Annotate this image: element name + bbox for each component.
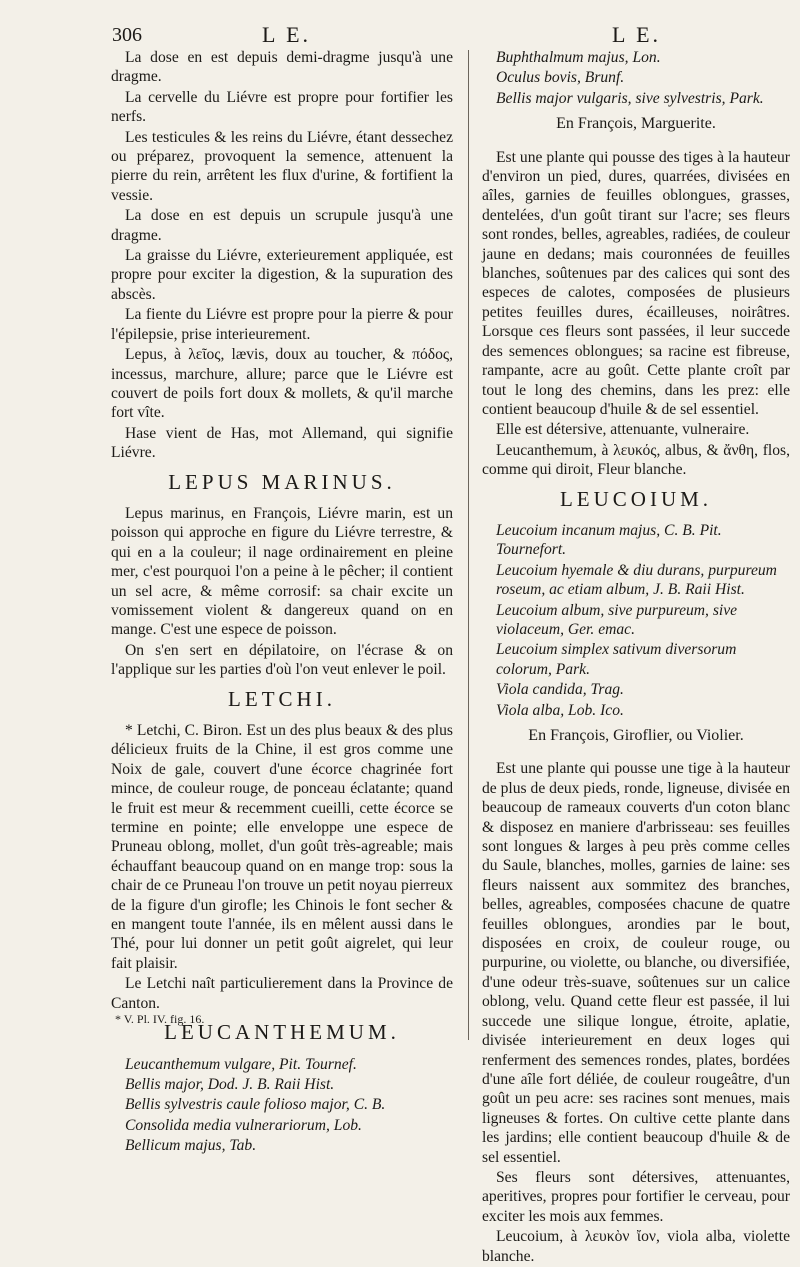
left-column bbox=[111, 48, 453, 1157]
paragraph: La graisse du Liévre, exterieurement appliquée, est propre pour exciter la digestion, & la supuration des abscès. bbox=[111, 247, 453, 303]
paragraph: Les testicules & les reins du Liévre, étant dessechez ou préparez, provoquent la semence, attenuent la pierre du rein, arrêtent les flux d'urine, & fortifient la vessie. bbox=[111, 128, 453, 204]
synonym-line: Consolida media vulnerariorum, Lob. bbox=[125, 1116, 362, 1134]
running-head-left: L E. bbox=[262, 22, 312, 47]
paragraph: Le Letchi naît particulierement dans la Province de Canton. bbox=[111, 975, 453, 1012]
synonym-line: Bellis sylvestris caule folioso major, C. B. bbox=[125, 1096, 386, 1114]
synonym-line: Leucoium simplex sativum diversorum colorum, Park. bbox=[496, 641, 737, 678]
synonym-line: Leucoium incanum majus, C. B. Pit. Tournefort. bbox=[496, 521, 722, 559]
right-column bbox=[482, 48, 790, 1267]
synonym-line: Buphthalmum majus, Lon. bbox=[496, 49, 661, 66]
french-name: En François, Marguerite. bbox=[556, 115, 716, 133]
synonym-line: Bellis major vulgaris, sive sylvestris, Park. bbox=[496, 89, 764, 107]
french-name: En François, Giroflier, ou Violier. bbox=[528, 727, 744, 744]
synonym-line: Leucoium hyemale & diu durans, purpureum roseum, ac etiam album, J. B. Raii Hist. bbox=[496, 561, 777, 599]
paragraph: On s'en sert en dépilatoire, on l'écrase & on l'applique sur les parties d'où l'on veut enlever le poil. bbox=[111, 641, 453, 679]
footnote: * V. Pl. IV. fig. 16. bbox=[115, 1012, 205, 1026]
synonym-line: Bellicum majus, Tab. bbox=[125, 1137, 257, 1155]
paragraph: La dose en est depuis un scrupule jusqu'à une dragme. bbox=[111, 207, 453, 244]
paragraph: Ses fleurs sont détersives, attenuantes, aperitives, propres pour fortifier le cerveau, pour exciter les mois aux femmes. bbox=[482, 1168, 790, 1225]
entry-heading: LETCHI. bbox=[228, 686, 336, 711]
synonym-line: Viola candida, Trag. bbox=[496, 681, 624, 699]
column-divider bbox=[468, 50, 469, 1040]
synonym-line: Leucanthemum vulgare, Pit. Tournef. bbox=[125, 1055, 357, 1073]
paragraph: * Letchi, C. Biron. Est un des plus beaux & des plus délicieux fruits de la Chine, il est gros comme une Noix de gale, couvert d'une écorce chagrinée fort mince, de couleur rouge, de ponceau éclatante; quand le fruit est meur & recemment cueilli, cette écorce se termine en pointe; elle enveloppe une espece de Pruneau oblong, mollet, d'un goût très-agreable; mais échauffant beaucoup quand on en mange trop: sous la chair de ce Pruneau l'on trouve un petit noyau pierreux de la figure d'un girofle; les Chinois le font secher & en mangent toute l'année, ils en mêlent aussi dans le Thé, pour lui donner un petit goût aigrelet, qui leur fait plaisir. bbox=[111, 722, 453, 972]
paragraph: Leucanthemum, à λευκός, albus, & ἄνθη, flos, comme qui diroit, Fleur blanche. bbox=[482, 441, 790, 479]
entry-heading: LEUCOIUM. bbox=[559, 486, 713, 511]
paragraph: Est une plante qui pousse une tige à la hauteur de plus de deux pieds, ronde, ligneuse, divisée en beaucoup de rameaux couverts d'un coton blanc & disposez en maniere d'arbrisseau: ses feuilles sont longues & larges à peu près comme celles du Saule, blanches, molles, garnies de laine: ses fleurs naissent aux sommitez des branches, belles, agreables, composées chacune de quatre feuilles oblongues, arondies par le bout, disposées en croix, de couleur rouge, ou purpurine, ou violette, ou blanche, ou diversifiée, d'une odeur très-suave, soûtenues sur un calice oblong, velu. Quand cette fleur est passée, il lui succede une silique longue, étroite, aplatie, divisée interieurement en deux loges qui renferment des semences rondes, plates, bordées d'une aîle fort déliée, de couleur rougeâtre, d'un goût un peu acre: ses racines sont menues, mais ligneuses & fortes. On cultive cette plante dans les jardins; elle contient beaucoup d'huile & de sel essentiel. bbox=[482, 760, 790, 1166]
paragraph: Leucoium, à λευκὸν ἴον, viola alba, violette blanche. bbox=[482, 1228, 790, 1265]
entry-heading: LEUCANTHEMUM. bbox=[164, 1020, 400, 1045]
paragraph: La dose en est depuis demi-dragme jusqu'à une dragme. bbox=[111, 49, 453, 86]
entry-heading: LEPUS MARINUS. bbox=[168, 469, 396, 494]
synonym-line: Leucoium album, sive purpureum, sive violaceum, Ger. emac. bbox=[496, 601, 738, 638]
paragraph: Est une plante qui pousse des tiges à la hauteur d'environ un pied, dures, quarrées, divisées en aîles, garnies de feuilles oblongues, grasses, dentelées, d'un goût tirant sur l'acre; ses fleurs sont rondes, belles, agreables, radiées, de couleur jaune en dedans; mais couronnées de feuilles blanches, soûtenues par des calices qui sont des especes de calotes, composées de plusieurs petites feuilles dures, écailleuses, noirâtres. Lorsque ces fleurs sont passées, il leur succede des semences oblongues; sa racine est fibreuse, rampante, acre au goût. Cette plante croît par tout le long des chemins, dans les prez: elle contient beaucoup d'huile & de sel essentiel. bbox=[482, 148, 790, 418]
paragraph: La fiente du Liévre est propre pour la pierre & pour l'épilepsie, prise interieurement. bbox=[111, 306, 453, 343]
synonym-line: Bellis major, Dod. J. B. Raii Hist. bbox=[125, 1075, 335, 1093]
page-number: 306 bbox=[112, 24, 142, 46]
paragraph: Hase vient de Has, mot Allemand, qui signifie Liévre. bbox=[111, 424, 453, 462]
running-head-right: L E. bbox=[612, 22, 662, 47]
synonym-line: Oculus bovis, Brunf. bbox=[496, 69, 625, 87]
paragraph: Elle est détersive, attenuante, vulneraire. bbox=[496, 421, 750, 439]
paragraph: Lepus, à λεῖος, lævis, doux au toucher, & πόδος, incessus, marchure, allure; parce que le Liévre est couvert de poils fort doux & mollets, & qu'il marche fort vîte. bbox=[111, 346, 453, 422]
paragraph: Lepus marinus, en François, Liévre marin, est un poisson qui approche en figure du Liévre terrestre, & qui en a la couleur; il nage ordinairement en pleine mer, c'est pourquoi l'on a peine à le pêcher; il contient un sel acre, & même corrosif: sa chair excite un vomissement violent & dangereux quand on en mange. C'est une espece de poisson. bbox=[111, 504, 453, 639]
synonym-line: Viola alba, Lob. Ico. bbox=[496, 701, 624, 719]
paragraph: La cervelle du Liévre est propre pour fortifier les nerfs. bbox=[111, 88, 453, 126]
